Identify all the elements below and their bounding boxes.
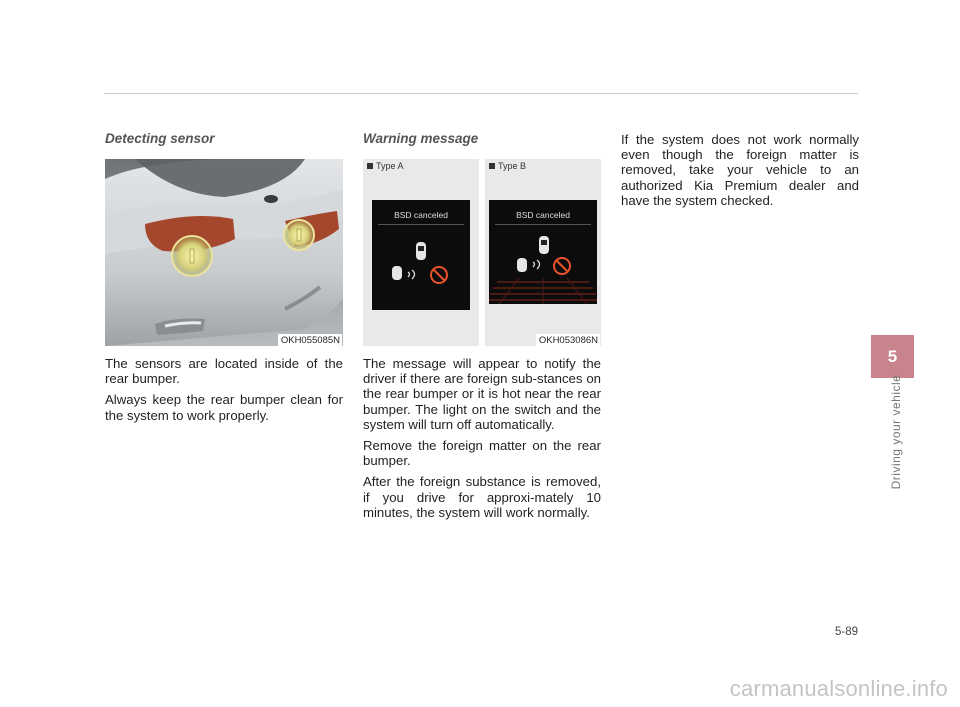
panel-type-a [363, 159, 479, 346]
column-detecting-sensor [105, 131, 343, 429]
section-heading-warning-message: Warning message [363, 131, 479, 146]
paragraph: If the system does not work normally even though the foreign matter is removed, take your vehicle to an authorized Kia Premium dealer and have the system checked. [621, 132, 859, 208]
section-heading-detecting-sensor: Detecting sensor [105, 131, 215, 146]
paragraph: After the foreign substance is removed, if you drive for approxi-mately 10 minutes, the system will work normally. [363, 474, 601, 520]
column-continued [621, 132, 859, 214]
type-label: Type B [489, 161, 526, 171]
cluster-screen [489, 200, 597, 304]
square-bullet-icon [489, 163, 495, 169]
page-number: 5-89 [834, 626, 858, 638]
panel-type-b [485, 159, 601, 346]
chapter-tab: 5 [871, 335, 914, 378]
square-bullet-icon [367, 163, 373, 169]
cluster-screen [372, 200, 470, 310]
paragraph: Always keep the rear bumper clean for the system to work properly. [105, 392, 343, 423]
warning-message-figure [363, 159, 601, 346]
screen-message: BSD canceled [516, 210, 570, 220]
figure-code: OKH053086N [536, 334, 600, 346]
car-rear-illustration [105, 159, 343, 346]
bsd-canceled-icon [372, 200, 470, 310]
rear-bumper-sensor-figure [105, 159, 343, 346]
type-label: Type A [367, 161, 404, 171]
column-warning-message [363, 131, 601, 526]
chapter-title: Driving your vehicle [889, 374, 903, 490]
paragraph: The message will appear to notify the driver if there are foreign sub-stances on the rear bumper or it is hot near the rear bumper. The light on the switch and the system will turn off automatically. [363, 356, 601, 432]
bsd-canceled-icon [489, 200, 597, 304]
paragraph: Remove the foreign matter on the rear bumper. [363, 438, 601, 469]
top-rule [104, 93, 858, 94]
paragraph: The sensors are located inside of the rear bumper. [105, 356, 343, 387]
figure-code: OKH055085N [278, 334, 342, 346]
watermark: carmanualsonline.info [729, 676, 948, 701]
screen-message: BSD canceled [394, 210, 448, 220]
